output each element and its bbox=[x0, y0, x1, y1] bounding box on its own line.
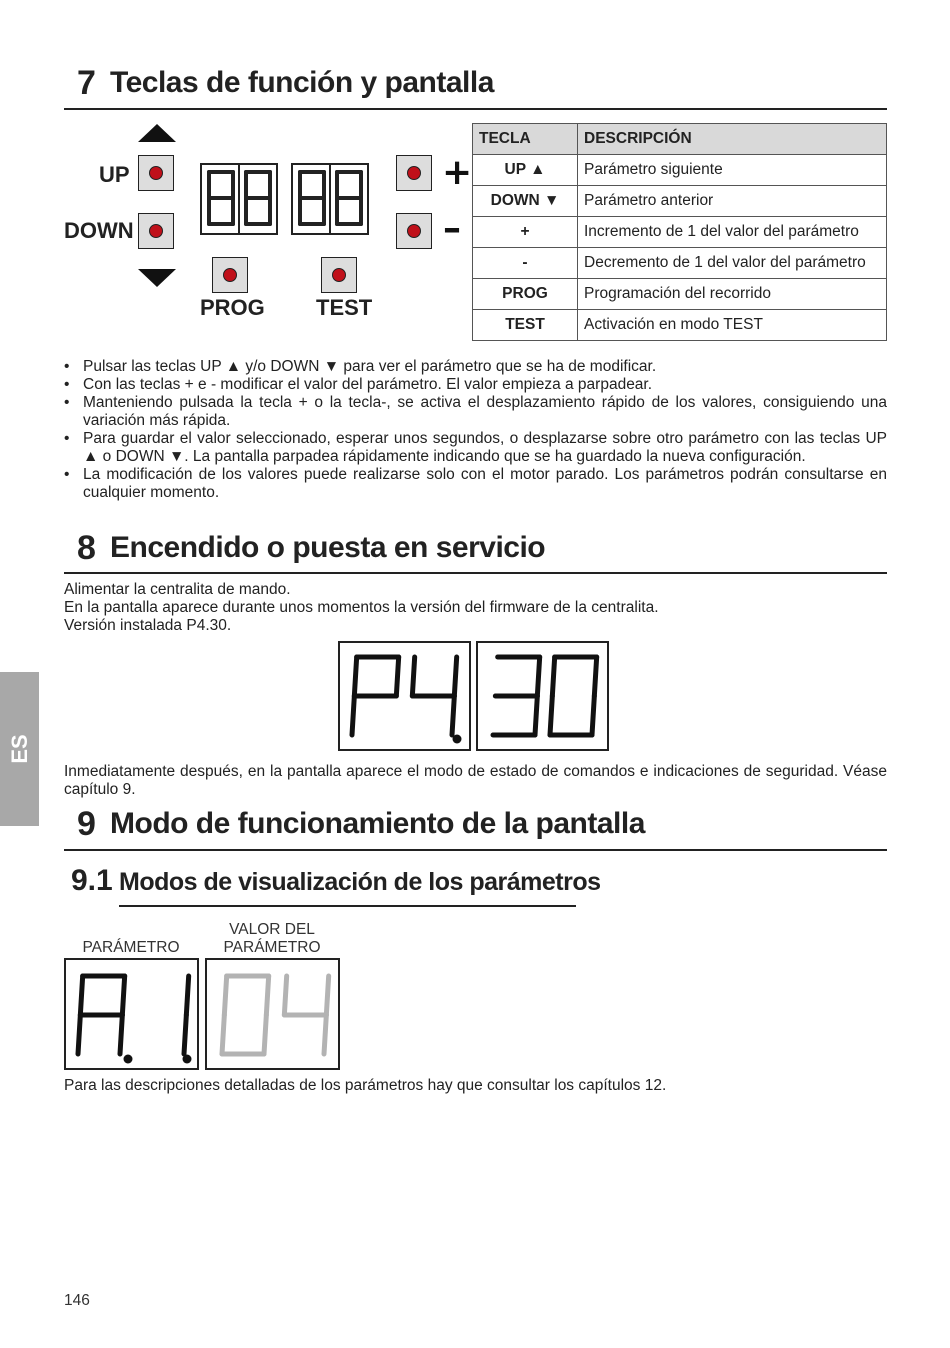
segment-0-c bbox=[264, 1015, 266, 1054]
table-row bbox=[473, 279, 887, 310]
header-descripcion: DESCRIPCIÓN bbox=[578, 124, 887, 155]
prog-button[interactable] bbox=[212, 257, 248, 293]
list-item: • Con las teclas + e - modificar el valor del parámetro. El valor empieza a parpadear. bbox=[64, 376, 887, 394]
segment-A-e bbox=[78, 1015, 80, 1054]
minus-button[interactable] bbox=[396, 213, 432, 249]
test-label: TEST bbox=[316, 295, 373, 320]
plus-icon: + bbox=[442, 152, 473, 193]
desc-cell: Programación del recorrido bbox=[578, 279, 887, 310]
section-9-rule bbox=[64, 849, 887, 851]
segment-4-b bbox=[454, 657, 456, 696]
segment-P-e bbox=[352, 696, 354, 735]
list-item: • Manteniendo pulsada la tecla + o la tecla-, se activa el desplazamiento rápido de los valores, consiguiendo una variación más rápida. bbox=[64, 394, 887, 430]
prog-label: PROG bbox=[200, 295, 265, 320]
list-item: • Para guardar el valor seleccionado, esperar unos segundos, o desplazarse sobre otro parámetro con las teclas UP ▲ o DOWN ▼. La pantalla parpadea rápidamente indicando que se ha guardado la nueva configuración. bbox=[64, 430, 887, 466]
caption-parametro: PARÁMETRO bbox=[82, 939, 180, 956]
s8-line-3: Versión instalada P4.30. bbox=[64, 617, 232, 634]
list-item: • La modificación de los valores puede realizarse solo con el motor parado. Los parámetros podrán consultarse en cualquier momento. bbox=[64, 466, 887, 502]
segment-0-e bbox=[222, 1015, 224, 1054]
instruction-list bbox=[64, 358, 887, 502]
desc-cell: Incremento de 1 del valor del parámetro bbox=[578, 217, 887, 248]
key-cell: PROG bbox=[473, 279, 578, 310]
decimal-point-icon bbox=[183, 1055, 192, 1064]
list-item: • Pulsar las teclas UP ▲ y/o DOWN ▼ para ver el parámetro que se ha de modificar. bbox=[64, 358, 887, 376]
up-label: UP bbox=[99, 162, 130, 187]
segment-A-b bbox=[122, 976, 124, 1015]
decimal-point-icon bbox=[124, 1055, 133, 1064]
table-header-row bbox=[473, 124, 887, 155]
segment-0-f bbox=[224, 976, 226, 1015]
key-cell: DOWN ▼ bbox=[473, 186, 578, 217]
down-arrow-icon bbox=[138, 269, 176, 287]
header-tecla: TECLA bbox=[473, 124, 578, 155]
segment-1-c bbox=[184, 1015, 186, 1054]
key-cell: TEST bbox=[473, 310, 578, 341]
segment-P-f bbox=[354, 657, 356, 696]
segment-A-c bbox=[120, 1015, 122, 1054]
section-7-title: Teclas de función y pantalla bbox=[110, 66, 494, 99]
table-row bbox=[473, 310, 887, 341]
parameter-display bbox=[64, 958, 342, 1070]
s8-line-1: Alimentar la centralita de mando. bbox=[64, 581, 291, 598]
desc-cell: Decremento de 1 del valor del parámetro bbox=[578, 248, 887, 279]
section-7-rule bbox=[64, 108, 887, 110]
segment-0-c bbox=[592, 696, 594, 735]
table-row bbox=[473, 248, 887, 279]
test-button[interactable] bbox=[321, 257, 357, 293]
segment-4-b bbox=[326, 976, 328, 1015]
desc-cell: Activación en modo TEST bbox=[578, 310, 887, 341]
section-8-title: Encendido o puesta en servicio bbox=[110, 531, 546, 564]
desc-cell: Parámetro siguiente bbox=[578, 155, 887, 186]
decimal-point-icon bbox=[453, 735, 462, 744]
segment-3-b bbox=[537, 657, 539, 696]
s91-text: Para las descripciones detalladas de los parámetros hay que consultar los capítulos 12. bbox=[64, 1077, 667, 1094]
section-9-title: Modo de funcionamiento de la pantalla bbox=[110, 807, 645, 840]
segment-4-c bbox=[324, 1015, 326, 1054]
plus-button[interactable] bbox=[396, 155, 432, 191]
table-row bbox=[473, 155, 887, 186]
segment-1-b bbox=[186, 976, 188, 1015]
table-row bbox=[473, 217, 887, 248]
section-9-number: 9 bbox=[77, 805, 96, 843]
segment-4-f bbox=[284, 976, 286, 1015]
down-label: DOWN bbox=[64, 218, 134, 243]
down-button[interactable] bbox=[138, 213, 174, 249]
minus-icon: – bbox=[443, 208, 461, 249]
s8-line-2: En la pantalla aparece durante unos momentos la versión del firmware de la centralita. bbox=[64, 599, 659, 616]
desc-cell: Parámetro anterior bbox=[578, 186, 887, 217]
up-arrow-icon bbox=[138, 124, 176, 142]
section-9-1-title: Modos de visualización de los parámetros bbox=[119, 868, 601, 896]
segment-3-c bbox=[535, 696, 537, 735]
key-cell: UP ▲ bbox=[473, 155, 578, 186]
section-8-number: 8 bbox=[77, 529, 96, 567]
caption-valor-1: VALOR DEL bbox=[229, 921, 315, 938]
key-cell: - bbox=[473, 248, 578, 279]
segment-0-f bbox=[552, 657, 554, 696]
segment-A-f bbox=[80, 976, 82, 1015]
segment-0-b bbox=[266, 976, 268, 1015]
segment-4-f bbox=[412, 657, 414, 696]
segment-0-b bbox=[594, 657, 596, 696]
version-display bbox=[338, 641, 610, 751]
table-row bbox=[473, 186, 887, 217]
segment-P-b bbox=[396, 657, 398, 696]
segment-4-c bbox=[452, 696, 454, 735]
page-number: 146 bbox=[64, 1292, 90, 1309]
up-button[interactable] bbox=[138, 155, 174, 191]
caption-valor-2: PARÁMETRO bbox=[223, 939, 321, 956]
s8-after-text: Inmediatamente después, en la pantalla aparece el modo de estado de comandos e indicaciones de seguridad. Véase capítulo 9. bbox=[64, 763, 887, 798]
keys-table bbox=[472, 123, 887, 341]
display-88-88 bbox=[200, 163, 370, 235]
key-cell: + bbox=[473, 217, 578, 248]
section-9-1-rule bbox=[119, 905, 576, 907]
segment-0-e bbox=[550, 696, 552, 735]
section-8-rule bbox=[64, 572, 887, 574]
language-tab: ES bbox=[0, 672, 39, 826]
section-9-1-number: 9.1 bbox=[71, 864, 113, 897]
section-7-number: 7 bbox=[77, 64, 96, 102]
